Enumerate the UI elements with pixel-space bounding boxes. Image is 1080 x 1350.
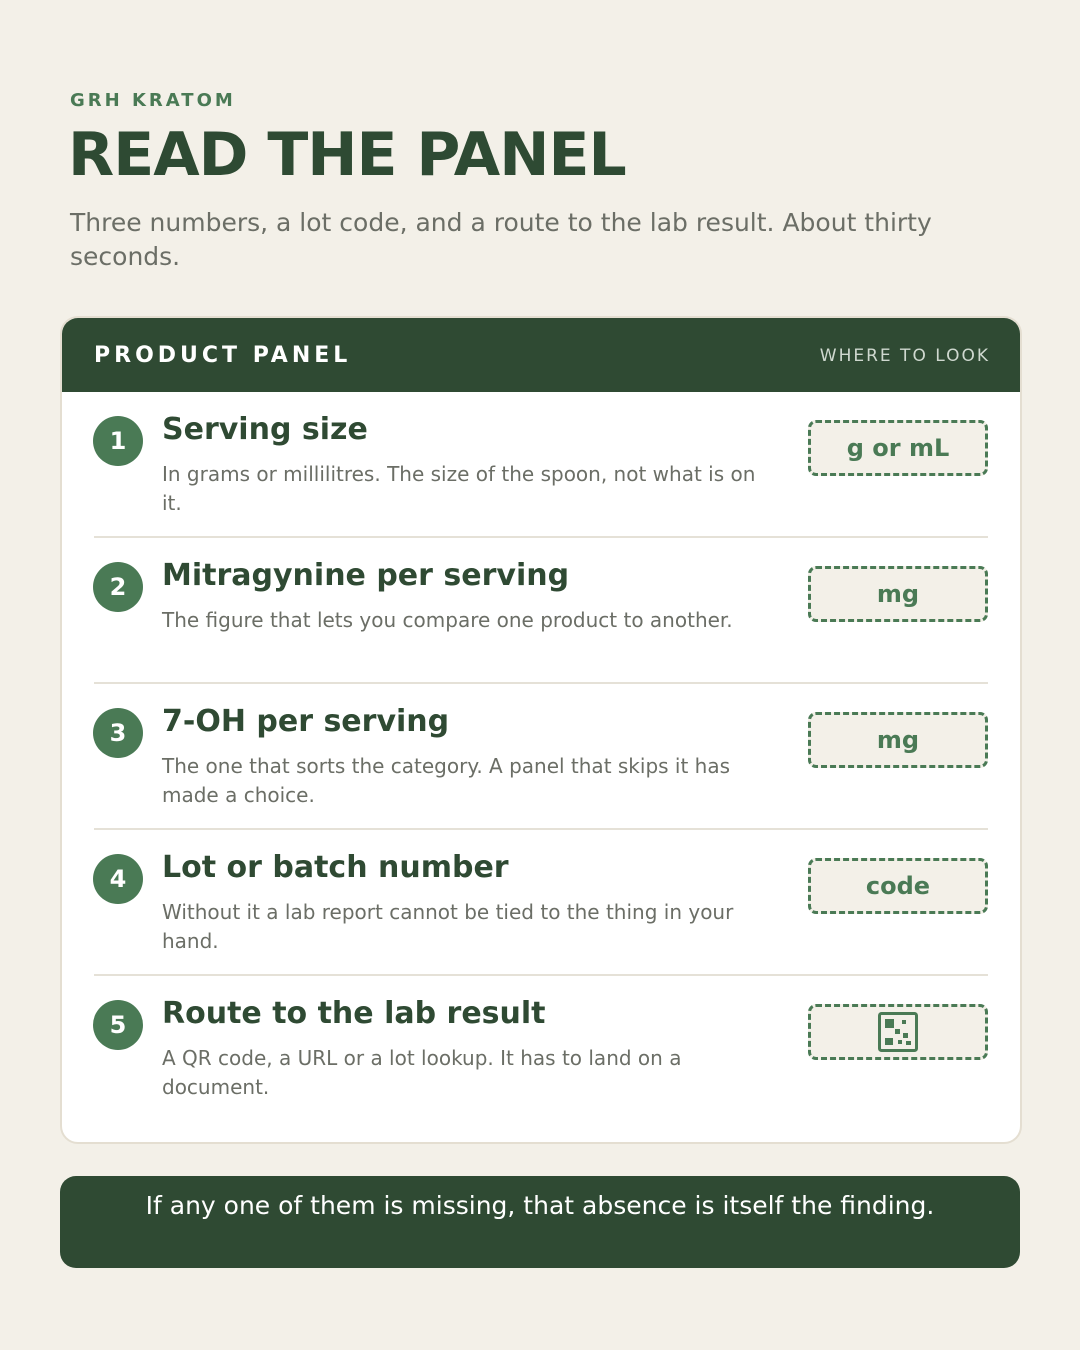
qr-tag (808, 1004, 988, 1060)
row-description: In grams or millilitres. The size of the spoon, not what is on it. (162, 462, 756, 515)
panel-header (62, 318, 1020, 392)
brand-label: GRH KRATOM (70, 90, 236, 111)
row-title: Route to the lab result (162, 996, 546, 1031)
row-description: The one that sorts the category. A panel that skips it has made a choice. (162, 754, 731, 807)
unit-tag: g or mL (808, 420, 988, 476)
page-subtitle: Three numbers, a lot code, and a route to the lab result. About thirty seconds. (70, 208, 932, 271)
row-description: The figure that lets you compare one product to another. (162, 608, 733, 632)
panel-row-mitragynine (62, 538, 1020, 684)
unit-tag: mg (808, 712, 988, 768)
row-description: A QR code, a URL or a lot lookup. It has to land on a document. (162, 1046, 682, 1099)
step-number-badge: 5 (93, 1000, 143, 1050)
row-title: Mitragynine per serving (162, 558, 570, 593)
footer-callout (60, 1176, 1020, 1268)
step-number-badge: 3 (93, 708, 143, 758)
panel-header-title: PRODUCT PANEL (94, 343, 352, 368)
qr-code-icon (878, 1012, 918, 1052)
panel-header-where-to-look: WHERE TO LOOK (819, 346, 990, 366)
product-panel-card (60, 316, 1022, 1144)
row-title: Serving size (162, 412, 368, 447)
unit-tag: code (808, 858, 988, 914)
panel-row-lot-number (62, 830, 1020, 976)
panel-row-serving-size (62, 392, 1020, 538)
row-title: Lot or batch number (162, 850, 509, 885)
page-title: READ THE PANEL (68, 120, 626, 190)
row-title: 7-OH per serving (162, 704, 450, 739)
unit-tag: mg (808, 566, 988, 622)
step-number-badge: 4 (93, 854, 143, 904)
row-description: Without it a lab report cannot be tied to the thing in your hand. (162, 900, 734, 953)
panel-row-7oh (62, 684, 1020, 830)
step-number-badge: 1 (93, 416, 143, 466)
panel-row-lab-route (62, 976, 1020, 1122)
footer-text: If any one of them is missing, that absence is itself the finding. (145, 1191, 935, 1220)
step-number-badge: 2 (93, 562, 143, 612)
